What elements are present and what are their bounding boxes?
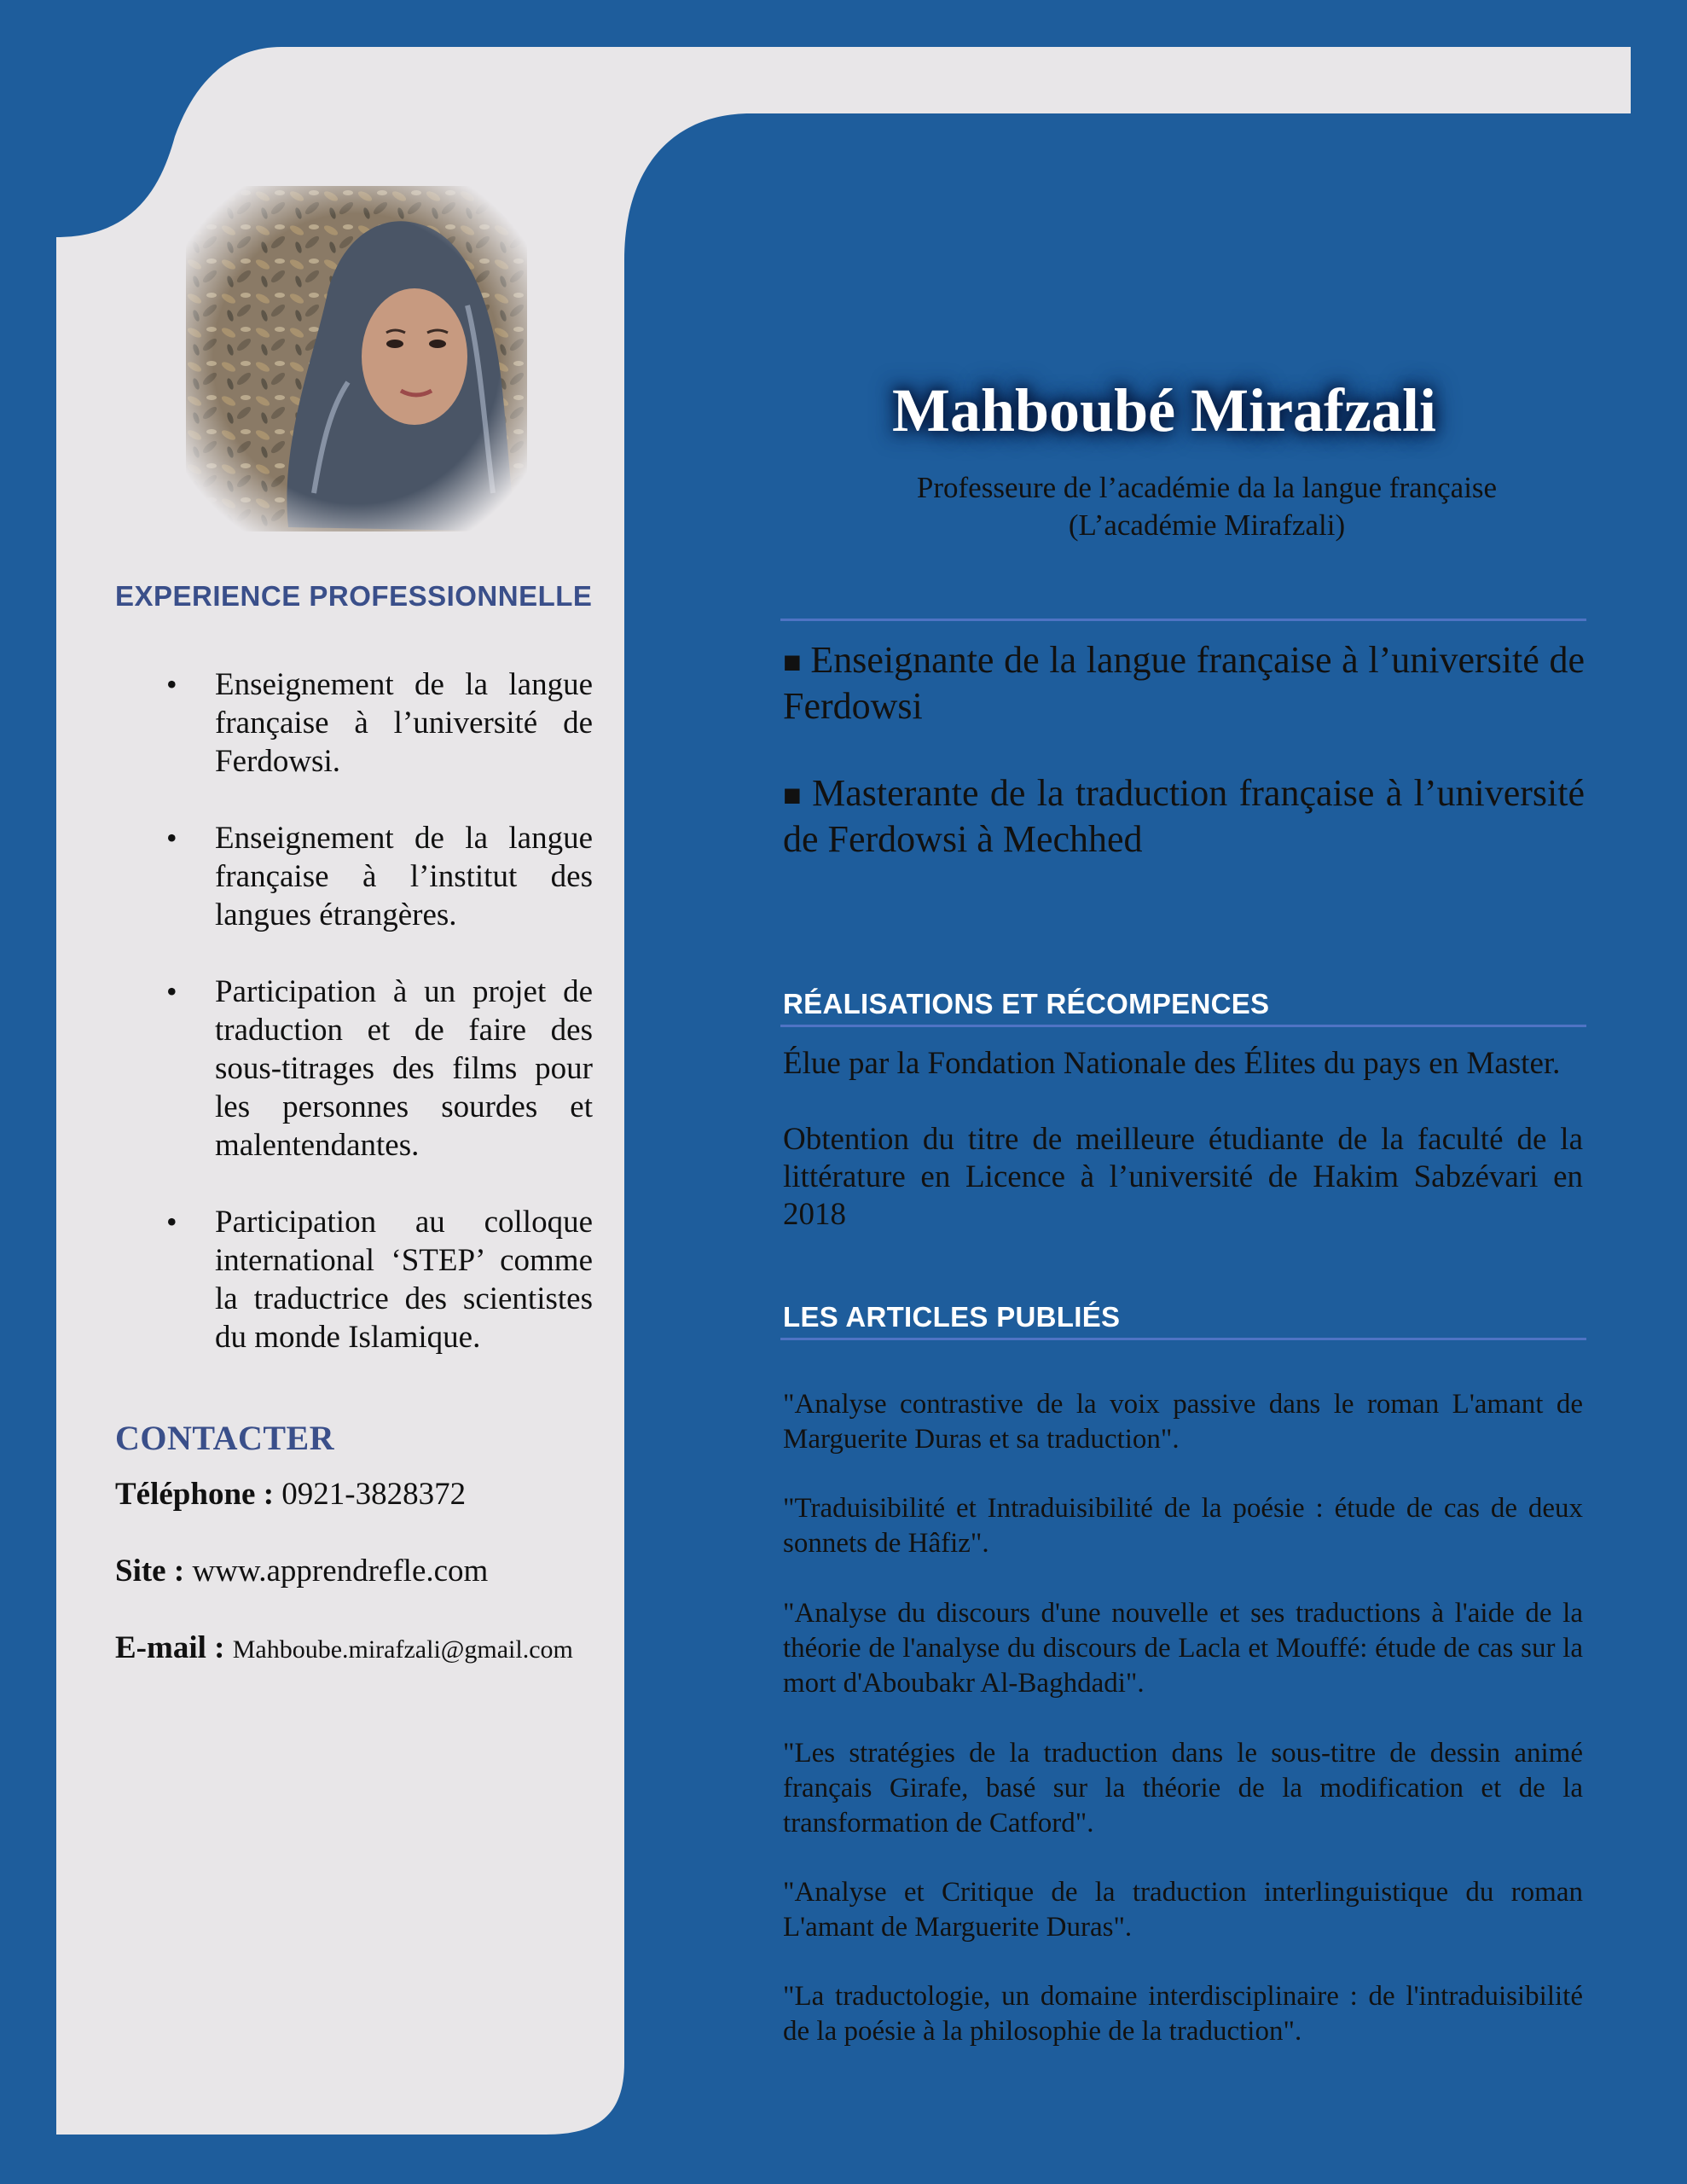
- achievement-item: Élue par la Fondation Nationale des Élites du pays en Master.: [783, 1046, 1561, 1081]
- divider: [780, 1025, 1586, 1027]
- email-link[interactable]: Mahboube.mirafzali@gmail.com: [232, 1635, 573, 1664]
- phone-value[interactable]: 0921-3828372: [281, 1477, 467, 1512]
- square-bullet-icon: ■: [783, 645, 803, 679]
- person-name: Mahboubé Mirafzali: [892, 376, 1436, 444]
- contact-site: [115, 1553, 488, 1589]
- profile-photo: [186, 186, 527, 531]
- phone-label: Téléphone :: [115, 1477, 275, 1512]
- position-text: Masterante de la traduction française à l’université de Ferdowsi à Mechhed: [783, 772, 1585, 860]
- article-item: "La traductologie, un domaine interdisciplinaire : de l'intraduisibilité de la poésie à la philosophie de la traduction".: [783, 1981, 1583, 2047]
- job-title-line1: Professeure de l’académie da la langue française: [916, 471, 1498, 504]
- position-text: Enseignante de la langue française à l’université de Ferdowsi: [783, 639, 1585, 727]
- site-label: Site :: [115, 1554, 185, 1589]
- position-item: [783, 638, 1585, 729]
- article-item: "Traduisibilité et Intraduisibilité de la poésie : étude de cas de deux sonnets de Hâfiz".: [783, 1493, 1583, 1559]
- email-label: E-mail :: [115, 1630, 225, 1665]
- job-title-line2: (L’académie Mirafzali): [1068, 508, 1346, 542]
- article-item: "Analyse du discours d'une nouvelle et ses traductions à l'aide de la théorie de l'analyse du discours de Lacla et Mouffé: étude de cas sur la mort d'Aboubakr Al-Baghdadi".: [783, 1598, 1583, 1699]
- contact-email: [115, 1629, 573, 1666]
- position-item: [783, 771, 1585, 862]
- experience-item: • Enseignement de la langue française à l’université de Ferdowsi.: [115, 665, 593, 781]
- experience-item: • Participation à un projet de traduction et de faire des sous-titrages des films pour les personnes sourdes et malentendantes.: [115, 973, 593, 1165]
- experience-item: • Enseignement de la langue française à l’institut des langues étrangères.: [115, 819, 593, 934]
- contact-phone: [115, 1476, 466, 1513]
- achievement-item: Obtention du titre de meilleure étudiante de la faculté de la littérature en Licence à l’université de Hakim Sabzévari en 2018: [783, 1122, 1583, 1232]
- divider: [780, 619, 1586, 621]
- experience-list: [115, 665, 593, 1395]
- site-link[interactable]: www.apprendrefle.com: [192, 1554, 489, 1589]
- divider: [780, 1338, 1586, 1340]
- job-title: [780, 469, 1633, 544]
- experience-item: • Participation au colloque international ‘STEP’ comme la traductrice des scientistes du monde Islamique.: [115, 1203, 593, 1356]
- experience-heading: EXPERIENCE PROFESSIONNELLE: [115, 580, 593, 612]
- square-bullet-icon: ■: [783, 778, 804, 812]
- article-item: "Analyse contrastive de la voix passive dans le roman L'amant de Marguerite Duras et sa traduction".: [783, 1389, 1583, 1455]
- contact-heading: CONTACTER: [115, 1419, 335, 1457]
- articles-heading: LES ARTICLES PUBLIÉS: [783, 1301, 1121, 1333]
- achievements-heading: RÉALISATIONS ET RÉCOMPENCES: [783, 988, 1270, 1019]
- article-item: "Les stratégies de la traduction dans le sous-titre de dessin animé français Girafe, basé sur la théorie de la modification et de la transformation de Catford".: [783, 1738, 1583, 1838]
- article-item: "Analyse et Critique de la traduction interlinguistique du roman L'amant de Marguerite Duras".: [783, 1877, 1583, 1943]
